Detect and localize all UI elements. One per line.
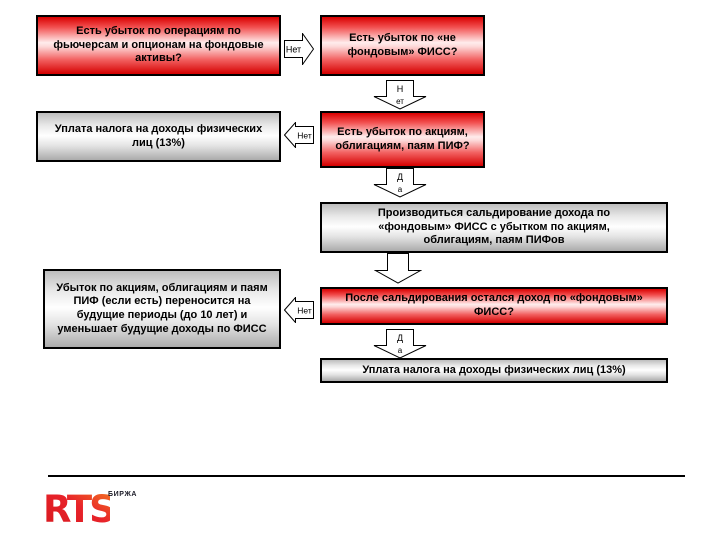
box-tax-left-text: Уплата налога на доходы физических лиц (13%) bbox=[54, 122, 263, 149]
box-question-futures bbox=[36, 15, 281, 76]
arrow-yes-down-1-label-1: Д bbox=[396, 172, 404, 182]
box-question-shares bbox=[320, 111, 485, 168]
rts-logo-text: RTS bbox=[43, 488, 110, 530]
logo-label: БИРЖА bbox=[108, 491, 138, 498]
arrow-no-down-label-2: ет bbox=[396, 97, 404, 106]
arrow-no-down bbox=[372, 80, 428, 110]
box-loss-carry bbox=[43, 269, 281, 349]
box-question-nonstock bbox=[320, 15, 485, 76]
arrow-no-left-mid-label: Нет bbox=[297, 130, 312, 141]
arrow-plain-down bbox=[374, 253, 422, 284]
arrow-no-left-low bbox=[284, 297, 314, 323]
arrow-no-right bbox=[284, 33, 314, 65]
box-tax-bottom-text: Уплата налога на доходы физических лиц (13%) bbox=[362, 363, 626, 376]
box-netting-text: Производиться сальдирование дохода по «фондовым» ФИСС с убытком по акциям, облигациям, паям ПИФов bbox=[377, 206, 611, 247]
arrow-no-right-label: Нет bbox=[285, 44, 302, 55]
box-tax-left bbox=[36, 111, 281, 162]
arrow-yes-down-1-label-2: а bbox=[397, 185, 403, 194]
box-question-income-text: После сальдирования остался доход по «фондовым» ФИСС? bbox=[345, 292, 643, 318]
box-question-shares-text: Есть убыток по акциям, облигациям, паям ПИФ? bbox=[335, 125, 470, 152]
arrow-yes-down-1 bbox=[372, 168, 428, 198]
arrow-yes-down-2-label-1: Д bbox=[396, 333, 404, 343]
arrow-no-down-label-1: Н bbox=[396, 84, 404, 94]
divider-line bbox=[48, 475, 685, 477]
box-tax-bottom bbox=[320, 358, 668, 383]
box-question-futures-text: Есть убыток по операциям по фьючерсам и опционам на фондовые активы? bbox=[53, 24, 264, 65]
arrow-yes-down-2-label-2: а bbox=[397, 346, 403, 355]
arrow-no-left-low-label: Нет bbox=[297, 305, 312, 316]
box-netting bbox=[320, 202, 668, 253]
box-question-income bbox=[320, 287, 668, 325]
box-loss-carry-text: Убыток по акциям, облигациям и паям ПИФ (если есть) переносится на будущие периоды (до 10 лет) и уменьшает будущие доходы по ФИСС bbox=[56, 281, 268, 335]
arrow-yes-down-2 bbox=[372, 329, 428, 359]
arrow-no-left-mid bbox=[284, 122, 314, 148]
box-question-nonstock-text: Есть убыток по «не фондовым» ФИСС? bbox=[347, 31, 458, 58]
rts-logo-icon bbox=[42, 486, 110, 535]
